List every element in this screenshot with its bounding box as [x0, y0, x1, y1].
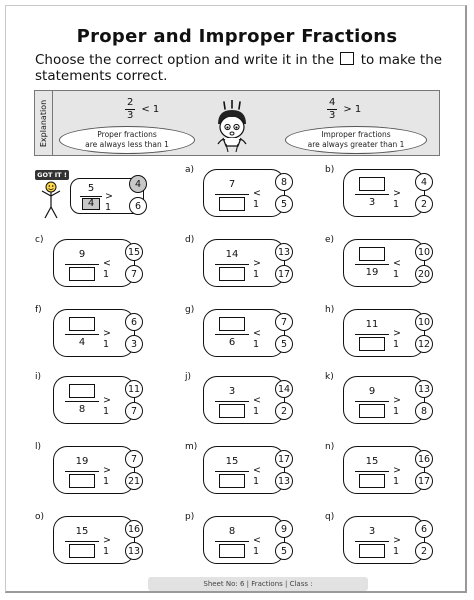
- instruction-text-1: Choose the correct option and write it in the: [35, 52, 335, 68]
- answer-box-icon: [340, 52, 354, 65]
- proper-example-denominator: 3: [127, 110, 134, 121]
- comparison-sign: > 1: [103, 535, 111, 557]
- numerator: 3: [228, 386, 236, 397]
- fraction-bar: [65, 471, 99, 472]
- comparison-sign: < 1: [253, 395, 261, 417]
- option-1[interactable]: 13: [415, 380, 433, 398]
- problem-label: k): [325, 372, 334, 382]
- denominator: 6: [228, 337, 236, 348]
- problem-label: o): [35, 512, 45, 522]
- problem-label: m): [185, 442, 198, 452]
- problem-label: a): [185, 165, 195, 175]
- instructions: [35, 52, 445, 84]
- comparison-sign: < 1: [253, 465, 261, 487]
- numerator: 15: [225, 456, 239, 467]
- option-2[interactable]: 7: [125, 402, 143, 420]
- fraction-bar: [355, 264, 389, 265]
- option-1[interactable]: 10: [415, 313, 433, 331]
- numerator-answer-box[interactable]: [359, 247, 385, 261]
- cartoon-child-icon: [212, 100, 252, 156]
- improper-bubble-line1: Improper fractions: [321, 130, 391, 139]
- option-2[interactable]: 17: [275, 265, 293, 283]
- option-2[interactable]: 2: [415, 195, 433, 213]
- problem-label: n): [325, 442, 335, 452]
- option-1[interactable]: 17: [275, 450, 293, 468]
- numerator-answer-box[interactable]: [69, 317, 95, 331]
- option-2[interactable]: 3: [125, 335, 143, 353]
- option-1[interactable]: 6: [125, 313, 143, 331]
- comparison-sign: > 1: [253, 258, 261, 280]
- proper-bubble-line1: Proper fractions: [97, 130, 157, 139]
- denominator-answer-box[interactable]: [219, 544, 245, 558]
- improper-example-sign: > 1: [343, 104, 362, 115]
- fraction-bar: [355, 471, 389, 472]
- improper-example-numerator: 4: [329, 97, 336, 108]
- option-2[interactable]: 2: [275, 402, 293, 420]
- fraction-bar: [355, 541, 389, 542]
- problem-label: i): [35, 372, 42, 382]
- option-2[interactable]: 21: [125, 472, 143, 490]
- improper-example-denominator: 3: [329, 110, 336, 121]
- proper-fraction-bubble: [59, 126, 195, 154]
- fraction-bar: [215, 471, 249, 472]
- example-option-1: 4: [129, 175, 147, 193]
- fraction-bar: [355, 194, 389, 195]
- sheet-footer: Sheet No: 6 | Fractions | Class :: [148, 577, 368, 591]
- denominator-answer-box[interactable]: [69, 544, 95, 558]
- fraction-bar: [65, 334, 99, 335]
- numerator-answer-box[interactable]: [359, 177, 385, 191]
- option-2[interactable]: 2: [415, 542, 433, 560]
- problem-label: j): [185, 372, 192, 382]
- fraction-bar: [65, 541, 99, 542]
- comparison-sign: > 1: [103, 395, 111, 417]
- denominator-answer-box[interactable]: [219, 197, 245, 211]
- fraction-bar: [215, 194, 249, 195]
- proper-example: [125, 97, 159, 122]
- fraction-bar: [215, 264, 249, 265]
- numerator-answer-box[interactable]: [219, 317, 245, 331]
- problem-label: c): [35, 235, 44, 245]
- problem-label: q): [325, 512, 335, 522]
- stick-figure-icon: [39, 181, 63, 221]
- comparison-sign: < 1: [393, 258, 401, 280]
- option-1[interactable]: 9: [275, 520, 293, 538]
- denominator-answer-box[interactable]: [69, 474, 95, 488]
- fraction-bar: [215, 401, 249, 402]
- example-fraction-bar: [80, 196, 102, 197]
- denominator-answer-box[interactable]: [219, 267, 245, 281]
- proper-example-sign: < 1: [141, 104, 160, 115]
- comparison-sign: > 1: [393, 188, 401, 210]
- denominator: 8: [78, 404, 86, 415]
- problem-label: d): [185, 235, 195, 245]
- comparison-sign: < 1: [253, 328, 261, 350]
- numerator: 3: [368, 526, 376, 537]
- problem-label: f): [35, 305, 42, 315]
- option-1[interactable]: 10: [415, 243, 433, 261]
- fraction-bar: [215, 334, 249, 335]
- numerator: 14: [225, 249, 239, 260]
- comparison-sign: < 1: [253, 188, 261, 210]
- comparison-sign: > 1: [393, 328, 401, 350]
- numerator: 19: [75, 456, 89, 467]
- comparison-sign: < 1: [253, 535, 261, 557]
- numerator-answer-box[interactable]: [69, 384, 95, 398]
- option-2[interactable]: 13: [125, 542, 143, 560]
- denominator: 19: [365, 267, 379, 278]
- comparison-sign: > 1: [393, 465, 401, 487]
- option-2[interactable]: 8: [415, 402, 433, 420]
- option-1[interactable]: 4: [415, 173, 433, 191]
- numerator: 7: [228, 179, 236, 190]
- fraction-bar: [355, 401, 389, 402]
- problem-label: l): [35, 442, 42, 452]
- option-2[interactable]: 5: [275, 335, 293, 353]
- comparison-sign: > 1: [103, 328, 111, 350]
- numerator: 15: [75, 526, 89, 537]
- improper-fraction-bubble: [285, 126, 427, 154]
- comparison-sign: > 1: [393, 395, 401, 417]
- option-2[interactable]: 17: [415, 472, 433, 490]
- numerator: 8: [228, 526, 236, 537]
- denominator-answer-box[interactable]: [219, 474, 245, 488]
- problem-label: g): [185, 305, 195, 315]
- option-2[interactable]: 7: [125, 265, 143, 283]
- fraction-bar: [65, 401, 99, 402]
- option-1[interactable]: 7: [125, 450, 143, 468]
- numerator: 15: [365, 456, 379, 467]
- fraction-bar: [215, 541, 249, 542]
- option-1[interactable]: 14: [275, 380, 293, 398]
- option-2[interactable]: 13: [275, 472, 293, 490]
- example-comparison: > 1: [105, 191, 113, 213]
- comparison-sign: < 1: [103, 258, 111, 280]
- got-it-tag: GOT IT !: [35, 170, 69, 180]
- example-numerator: 5: [87, 183, 95, 194]
- problem-label: p): [185, 512, 195, 522]
- example-denominator: 4: [87, 198, 95, 209]
- example-option-2: 6: [129, 197, 147, 215]
- problem-label: e): [325, 235, 335, 245]
- denominator-answer-box[interactable]: [69, 267, 95, 281]
- option-1[interactable]: 16: [125, 520, 143, 538]
- numerator: 9: [368, 386, 376, 397]
- denominator-answer-box[interactable]: [359, 544, 385, 558]
- worksheet-title: Proper and Improper Fractions: [76, 26, 398, 47]
- option-2[interactable]: 5: [275, 542, 293, 560]
- numerator: 9: [78, 249, 86, 260]
- denominator-answer-box[interactable]: [359, 474, 385, 488]
- problem-label: b): [325, 165, 335, 175]
- option-1[interactable]: 15: [125, 243, 143, 261]
- option-1[interactable]: 8: [275, 173, 293, 191]
- denominator-answer-box[interactable]: [219, 404, 245, 418]
- numerator: 11: [365, 319, 379, 330]
- option-1[interactable]: 7: [275, 313, 293, 331]
- explanation-side-label: Explanation: [35, 91, 53, 155]
- denominator-answer-box[interactable]: [359, 337, 385, 351]
- denominator-answer-box[interactable]: [359, 404, 385, 418]
- problem-label: h): [325, 305, 335, 315]
- denominator: 3: [368, 197, 376, 208]
- comparison-sign: > 1: [103, 465, 111, 487]
- option-2[interactable]: 12: [415, 335, 433, 353]
- denominator: 4: [78, 337, 86, 348]
- fraction-bar: [65, 264, 99, 265]
- option-1[interactable]: 6: [415, 520, 433, 538]
- improper-example: [327, 97, 361, 122]
- improper-bubble-line2: are always greater than 1: [307, 140, 405, 149]
- proper-bubble-line2: are always less than 1: [85, 140, 169, 149]
- option-1[interactable]: 13: [275, 243, 293, 261]
- comparison-sign: > 1: [393, 535, 401, 557]
- proper-example-numerator: 2: [127, 97, 134, 108]
- option-1[interactable]: 16: [415, 450, 433, 468]
- option-1[interactable]: 11: [125, 380, 143, 398]
- instruction-text-2: to make the statements correct.: [35, 52, 443, 84]
- option-2[interactable]: 20: [415, 265, 433, 283]
- option-2[interactable]: 5: [275, 195, 293, 213]
- fraction-bar: [355, 334, 389, 335]
